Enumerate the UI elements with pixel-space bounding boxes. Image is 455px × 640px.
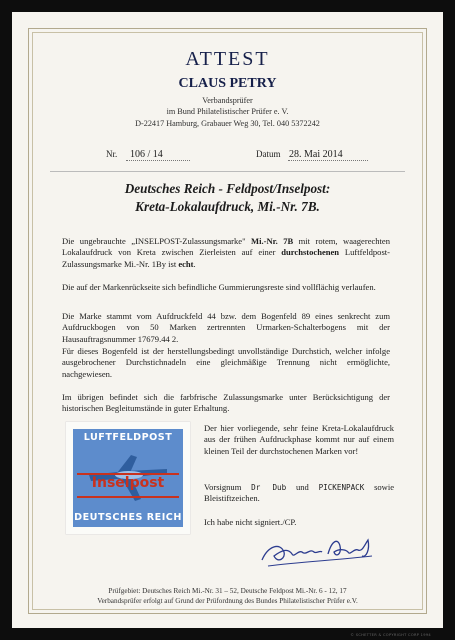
date-wrap (289, 149, 343, 160)
signature-icon (258, 526, 378, 576)
date-dots (288, 160, 368, 161)
stamp-bottom-text: DEUTSCHES REICH (74, 512, 182, 523)
p1-c: mit rotem, waagerechten Lokalaufdruck von Kreta zwischen Zierleisten auf einer (62, 236, 390, 258)
stamp-face (73, 429, 183, 527)
expert-address: D-22417 Hamburg, Grabauer Weg 30, Tel. 040 5372242 (135, 119, 320, 128)
paragraph-4: Für dieses Bogenfeld ist der herstellungsbedingt unvollständige Durchstich, welcher infolge ausgebrochener Durchstichnadeln eine gleichmäßige Trennung nicht ermöglichte, nachgewiesen. (62, 346, 390, 379)
p1-e: Luftfeldpost-Zulassungsmarke Mi.-Nr. 1By ist (62, 247, 390, 269)
expert-role: Verbandsprüfer (202, 96, 253, 105)
footer-line-1: Prüfgebiet: Deutsches Reich Mi.-Nr. 31 – 52, Deutsche Feldpost Mi.-Nr. 6 - 12, 17 (108, 587, 347, 595)
side2-c: und (286, 482, 319, 492)
side-note-3: Ich habe nicht signiert./CP. (204, 517, 297, 527)
cert-number-value: 106 / 14 (130, 149, 163, 160)
copyright-note: © SCHETTER & COPYRIGHT CORP 1994 (350, 633, 431, 637)
heading-line-1: Deutsches Reich - Feldpost/Inselpost: (124, 181, 331, 196)
stamp-top-text: LUFTFELDPOST (83, 432, 173, 443)
side-note-2 (204, 482, 394, 505)
side-note-1: Der hier vorliegende, sehr feine Kreta-Lokalaufdruck aus der frühen Aufdruckphase kommt nur auf einem kleinen Teil der durchstochenen Marken vor! (204, 423, 394, 456)
side2-b: Dr Dub (251, 483, 287, 492)
paragraph-2: Die auf der Markenrückseite sich befindliche Gummierungsreste sind vollflächig verlaufen. (62, 282, 376, 292)
stamp-overprint: Inselpost (91, 475, 165, 491)
footer-line-2: Verbandsprüfer erfolgt auf Grund der Prüfordnung des Bundes Philatelistischer Prüfer e.V. (97, 597, 358, 605)
overprint-bar-bottom (77, 496, 179, 498)
heading-line-2: Kreta-Lokalaufdruck, Mi.-Nr. 7B. (135, 199, 320, 214)
divider (50, 171, 405, 172)
date-value: 28. Mai 2014 (289, 149, 343, 160)
cert-number-wrap (130, 149, 163, 160)
date-label: Datum (256, 149, 281, 159)
footer (0, 586, 455, 606)
cert-number-label: Nr. (106, 149, 118, 159)
p1-a: Die ungebrauchte „INSELPOST-Zulassungsmarke" (62, 236, 252, 246)
expert-name: CLAUS PETRY (178, 76, 277, 91)
p1-d: durchstochenen (281, 247, 340, 258)
side2-d: PICKENPACK (318, 483, 365, 492)
side2-a: Vorsignum (204, 482, 252, 492)
paragraph-1 (62, 236, 390, 270)
cert-number-dots (126, 160, 190, 161)
p1-g: . (193, 258, 196, 269)
certificate-title: ATTEST (185, 48, 270, 70)
side2-e: sowie Bleistiftzeichen. (204, 482, 395, 504)
p1-b: Mi.-Nr. 7B (251, 236, 294, 246)
paragraph-5: Im übrigen befindet sich die farbfrische Zulassungsmarke unter Berücksichtigung der historischen Begleitumstände in guter Erhaltung. (62, 392, 390, 414)
stamp-image (66, 422, 190, 534)
p1-f: echt (178, 258, 194, 269)
paragraph-3: Die Marke stammt vom Aufdruckfeld 44 bzw. dem Bogenfeld 89 eines senkrecht zum Aufdruckbogen von 50 Marken zertrennten Urmarken-Schalterbogens mit der Hausauftragsnummer 17679.44 2. (62, 311, 390, 344)
expert-association: im Bund Philatelistischer Prüfer e. V. (166, 107, 289, 116)
